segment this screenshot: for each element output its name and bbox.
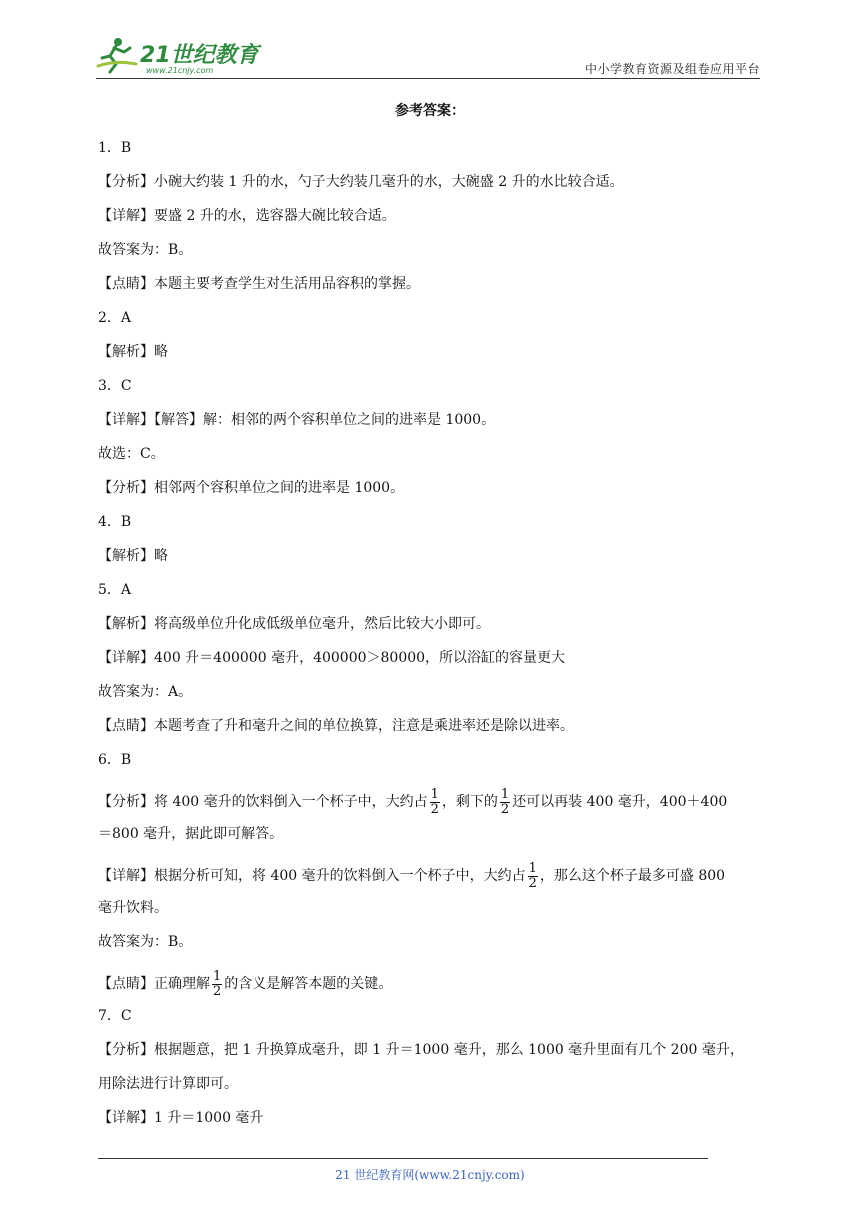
answer-line: 【分析】小碗大约装 1 升的水，勺子大约装几毫升的水，大碗盛 2 升的水比较合适。 [98, 174, 624, 190]
footer-link[interactable]: 21 世纪教育网(www.21cnjy.com) [335, 1168, 525, 1182]
fraction-numerator: 1 [500, 786, 510, 802]
answer-line: 5．A [98, 582, 132, 598]
text-segment: ，那么这个杯子最多可盛 800 [539, 868, 726, 884]
answer-line: 【解析】略 [98, 344, 168, 360]
answer-line-with-fraction [98, 858, 762, 898]
text-segment: ，剩下的 [441, 794, 498, 810]
fraction-one-half [212, 970, 222, 999]
answer-line: 【点睛】本题主要考查学生对生活用品容积的掌握。 [98, 276, 420, 292]
answer-line: 【点睛】本题考查了升和毫升之间的单位换算，注意是乘进率还是除以进率。 [98, 718, 574, 734]
answer-line: ＝800 毫升，据此即可解答。 [98, 826, 284, 842]
site-logo[interactable] [96, 34, 266, 76]
answer-line: 4．B [98, 514, 132, 530]
answer-line: 毫升饮料。 [98, 900, 168, 916]
fraction-denominator: 2 [430, 801, 439, 817]
answer-line-with-fraction [98, 966, 762, 1006]
answer-line: 故答案为：B。 [98, 242, 193, 258]
footer-divider [98, 1158, 708, 1159]
answer-line: 【详解】【解答】解：相邻的两个容积单位之间的进率是 1000。 [98, 412, 496, 428]
answer-line: 1．B [98, 140, 132, 156]
answer-line: 【分析】根据题意，把 1 升换算成毫升，即 1 升＝1000 毫升，那么 1000 毫升里面有几个 200 毫升， [98, 1042, 744, 1058]
answer-line: 故答案为：A。 [98, 684, 193, 700]
fraction-one-half [430, 788, 440, 817]
answer-line: 2．A [98, 310, 132, 326]
answer-line: 故选：C。 [98, 446, 165, 462]
answer-line: 【详解】1 升＝1000 毫升 [98, 1110, 264, 1126]
logo-runner-icon [96, 34, 266, 76]
answer-line: 【解析】将高级单位升化成低级单位毫升，然后比较大小即可。 [98, 616, 490, 632]
answer-line: 【分析】相邻两个容积单位之间的进率是 1000。 [98, 480, 405, 496]
answer-line: 【解析】略 [98, 548, 168, 564]
answer-line: 3．C [98, 378, 132, 394]
fraction-numerator: 1 [528, 860, 537, 876]
answer-line: 【详解】要盛 2 升的水，选容器大碗比较合适。 [98, 208, 396, 224]
answer-line-with-fractions [98, 784, 762, 824]
page-title: 参考答案： [395, 103, 465, 119]
text-segment: 【详解】根据分析可知，将 400 毫升的饮料倒入一个杯子中，大约占 [98, 868, 526, 884]
logo-url-text: www.21cnjy.com [146, 66, 214, 75]
answer-line: 故答案为：B。 [98, 934, 193, 950]
fraction-one-half [528, 862, 538, 891]
fraction-numerator: 1 [430, 786, 439, 802]
answer-line: 6．B [98, 752, 132, 768]
fraction-numerator: 1 [213, 968, 222, 984]
logo-text: 21世纪教育 [140, 43, 259, 68]
answer-content [98, 100, 762, 1142]
text-segment: 的含义是解答本题的关键。 [224, 976, 393, 992]
page-header [96, 32, 760, 78]
answer-line: 用除法进行计算即可。 [98, 1076, 238, 1092]
answer-line: 【详解】400 升＝400000 毫升，400000＞80000，所以浴缸的容量更大 [98, 650, 566, 666]
text-segment: 还可以再装 400 毫升，400＋400 [512, 794, 728, 810]
fraction-one-half [500, 788, 510, 817]
text-segment: 【点睛】正确理解 [98, 976, 210, 992]
fraction-denominator: 2 [500, 801, 510, 817]
header-platform-text: 中小学教育资源及组卷应用平台 [584, 62, 760, 76]
text-segment: 【分析】将 400 毫升的饮料倒入一个杯子中，大约占 [98, 794, 428, 810]
fraction-denominator: 2 [528, 875, 537, 891]
fraction-denominator: 2 [213, 983, 222, 999]
header-divider [96, 78, 760, 79]
answer-line: 7．C [98, 1008, 132, 1024]
